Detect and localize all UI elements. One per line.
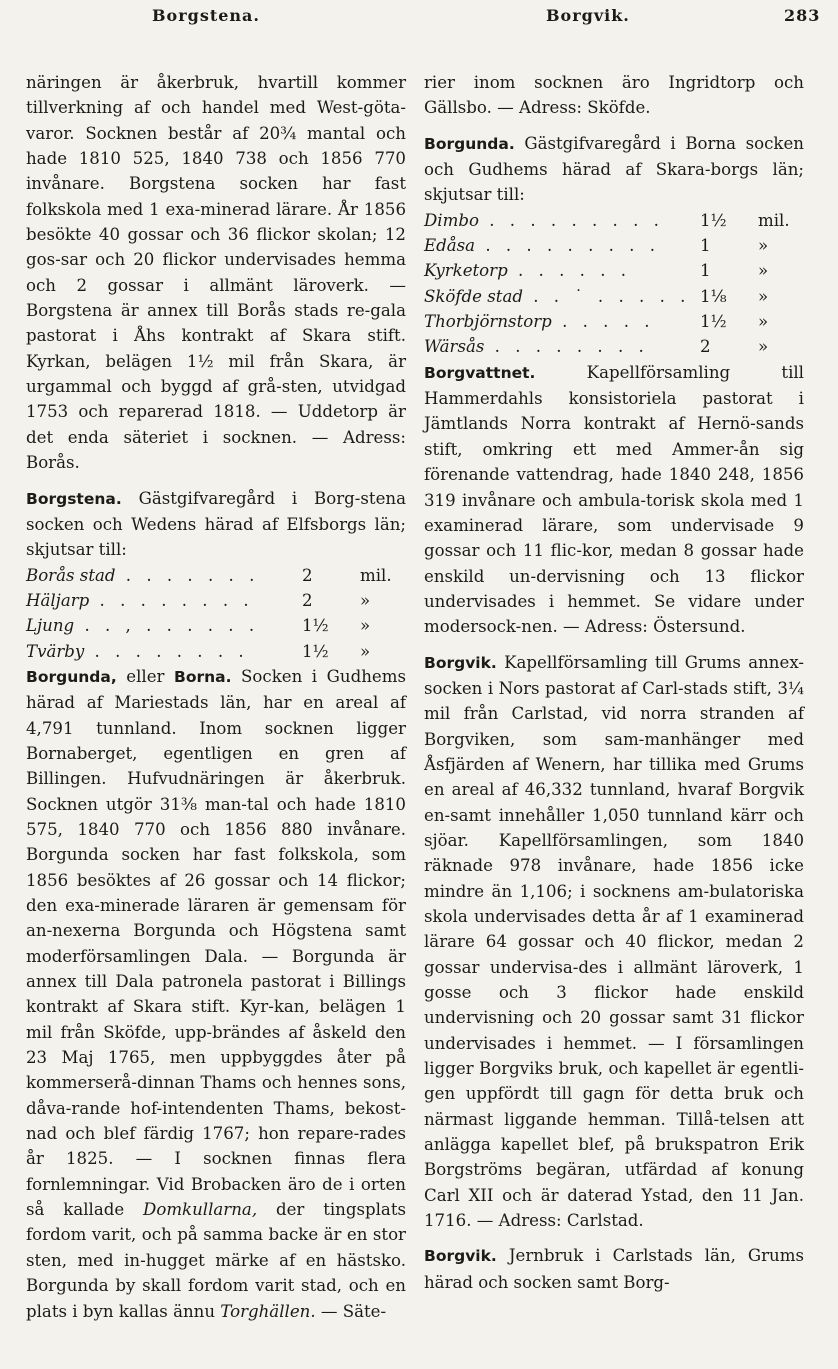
distance-unit: mil.	[758, 210, 790, 230]
distance-unit: »	[360, 641, 371, 661]
distance-unit: mil.	[360, 565, 392, 585]
destination-cell	[26, 588, 302, 613]
entry-headword: Borgunda.	[424, 134, 515, 153]
destination-cell	[424, 309, 700, 334]
distance-row	[424, 309, 804, 334]
destination-cell	[424, 208, 700, 233]
entry-text: Kapellförsamling till Hammerdahls konsistoriela pastorat i Jämtlands Norra kontrakt af Hernö-sands stift, omkring ett med Ammer-ån sig förenande vattendrag, hade 1840 248, 1856 319 invånare och ambula-torisk skola med 1 examinerad lärare, som undervisade 9 gossar och 11 flic-kor, medan 8 gossar hade enskild un-dervisning och 13 flickor undervisades i hemmet. Se vidare under modersock-nen. — Adress: Östersund.	[424, 362, 804, 637]
distance-unit: »	[758, 337, 769, 357]
leader-dots: . . . . . . .	[115, 565, 260, 585]
entry-text: Gästgifvaregård i Borg-stena socken och Wedens härad af Elfsborgs län; skjutsar till:	[26, 488, 406, 560]
distance-unit: »	[758, 236, 769, 256]
entry-paragraph	[424, 131, 804, 208]
leader-dots: . . . . . . . . .	[475, 236, 660, 256]
distance-value: 1½	[700, 210, 727, 230]
entry-paragraph	[26, 70, 406, 476]
italic-term: Domkullarna,	[143, 1200, 258, 1220]
destination-name: Kyrketorp	[424, 261, 508, 281]
entry-headword: Borgvik.	[424, 1247, 497, 1266]
destination-name: Wärsås	[424, 337, 485, 357]
distance-unit: »	[758, 286, 769, 306]
distance-value: 2	[302, 565, 313, 585]
distance-value: 1½	[302, 616, 329, 636]
distance-value: 1	[700, 236, 711, 256]
destination-cell	[424, 233, 700, 258]
page-number: 283	[784, 6, 821, 25]
distance-table	[424, 208, 804, 360]
leader-dots: . . ˙ . . . . .	[522, 286, 691, 306]
distance-row	[26, 588, 406, 613]
entry-text: Jernbruk i Carlstads län, Grums härad och socken samt Borg-	[424, 1246, 804, 1292]
leader-dots: . . . . . .	[507, 261, 632, 281]
distance-value: 1	[700, 261, 711, 281]
leader-dots: . . . . . . . .	[484, 337, 649, 357]
distance-row	[424, 208, 804, 233]
entry-headword: Borgvik.	[424, 653, 497, 672]
entry-text: Socken i Gudhems härad af Mariestads län, har en areal af 4,791 tunnland. Inom socknen ligger Bornaberget, egentligen en gren af Billingen. Hufvudnäringen är åkerbruk. Socknen utgör 31⅜ man-tal och hade 1810 575, 1840 770 och 1856 880 invånare. Borgunda socken har fast folkskola, som 1856 besöktes af 26 gossar och 14 flickor; den exa-minerade läraren är gemensam för an-nexerna Borgunda och Högstena samt moderförsamlingen Dala. — Borgunda är annex till Dala patronela pastorat i Billings kontrakt af Skara stift. Kyr-kan, belägen 1 mil från Sköfde, upp-brändes af åskeld den 23 Maj 1765, men uppbyggdes åter på kommerserå-dinnan Thams och hennes sons, dåva-rande hof-intendenten Thams, bekost-nad och blef färdig 1767; hon repare-rades år 1825. — I socknen finnas flera fornlemningar. Vid Brobacken äro de i orten så kallade	[26, 666, 406, 1220]
distance-table	[26, 563, 406, 664]
page-header	[0, 0, 838, 62]
right-column	[424, 70, 804, 1295]
distance-unit: »	[360, 590, 371, 610]
entry-headword: Borgunda,	[26, 667, 117, 686]
distance-row	[424, 284, 804, 309]
distance-row	[26, 613, 406, 638]
entry-paragraph	[424, 360, 804, 640]
distance-value: 1⅛	[700, 286, 727, 306]
entry-text: Kapellförsamling till Grums annex-socken i Nors pastorat af Carl-stads stift, 3¼ mil från Carlstad, vid norra stranden af Borgviken, som sam-manhänger med Åsfjärden af Wenern, har tillika med Grums en areal af 46,332 tunnland, hvaraf Borgvik en-samt innehåller 1,050 tunnland kärr och sjöar. Kapellförsamlingen, som 1840 räknade 978 invånare, hade 1856 icke mindre än 1,106; i socknens am-bulatoriska skola undervisades detta år af 1 examinerad lärare 64 gossar och 40 flickor, medan 2 gossar undervisa-des i allmänt läroverk, 1 gosse och 3 flickor hade enskild undervisning och 20 gossar samt 31 flickor undervisades i hemmet. — I församlingen ligger Borgviks bruk, och kapellet är egentli-gen uppfördt till gagn för detta bruk och närmast liggande hemman. Tillå-telsen att anlägga kapellet blef, på brukspatron Erik Borgströms begäran, utfärdad af konung Carl XII och är daterad Ystad, den 11 Jan. 1716. — Adress: Carlstad.	[424, 652, 804, 1231]
destination-cell	[26, 639, 302, 664]
destination-name: Borås stad	[26, 565, 116, 585]
entry-paragraph	[424, 1243, 804, 1295]
destination-name: Sköfde stad	[424, 286, 523, 306]
entry-paragraph	[26, 664, 406, 1324]
leader-dots: . . , . . . . . .	[74, 616, 260, 636]
running-head-right: Borgvik.	[546, 6, 630, 25]
entry-text: der tingsplats fordom varit, och på samma backe är en stor sten, med in-hugget märke af en hästsko. Borgunda by skall fordom varit stad, och en plats i byn kallas ännu	[26, 1200, 407, 1321]
destination-cell	[26, 563, 302, 588]
entry-headword: Borna.	[174, 667, 232, 686]
entry-text: Gästgifvaregård i Borna socken och Gudhems härad af Skara-borgs län; skjutsar till:	[424, 133, 804, 205]
entry-text: näringen är åkerbruk, hvartill kommer tillverkning af och handel med West-göta-varor. Socknen består af 20¾ mantal och hade 1810 525, 1840 738 och 1856 770 invånare. Borgstena socken har fast folkskola med 1 exa-minerad lärare. År 1856 besökte 40 gossar och 36 flickor skolan; 12 gos-sar och 20 flickor undervisades hemma och 2 gossar i allmänt läroverk. — Borgstena är annex till Borås stads re-gala pastorat i Åhs kontrakt af Skara stift. Kyrkan, belägen 1½ mil från Skara, är urgammal och byggd af grå-sten, utvidgad 1753 och reparerad 1818. — Uddetorp är det enda säteriet i socknen. — Adress: Borås.	[26, 73, 406, 473]
distance-row	[26, 563, 406, 588]
destination-name: Tvärby	[26, 641, 85, 661]
distance-unit: »	[758, 261, 769, 281]
entry-paragraph	[424, 70, 804, 121]
destination-cell	[424, 334, 700, 359]
entry-headword: Borgvattnet.	[424, 363, 536, 382]
leader-dots: . . . . . . . .	[89, 590, 254, 610]
distance-row	[26, 639, 406, 664]
entry-text: rier inom socknen äro Ingridtorp och Gällsbo. — Adress: Sköfde.	[424, 73, 804, 118]
destination-name: Dimbo	[424, 210, 479, 230]
distance-value: 1½	[700, 312, 727, 332]
distance-row	[424, 233, 804, 258]
destination-cell	[424, 284, 700, 309]
distance-row	[424, 258, 804, 283]
distance-unit: »	[360, 616, 371, 636]
leader-dots: . . . . . . . . .	[478, 210, 664, 230]
leader-dots: . . . . .	[551, 312, 655, 332]
distance-row	[424, 334, 804, 359]
running-head-left: Borgstena.	[152, 6, 260, 25]
entry-paragraph	[26, 486, 406, 563]
destination-name: Thorbjörnstorp	[424, 312, 552, 332]
destination-cell	[26, 613, 302, 638]
italic-term: Torghällen.	[220, 1301, 316, 1321]
distance-value: 2	[302, 590, 313, 610]
leader-dots: . . . . . . . .	[84, 641, 249, 661]
distance-value: 1½	[302, 641, 329, 661]
destination-name: Edåsa	[424, 236, 476, 256]
destination-cell	[424, 258, 700, 283]
destination-name: Häljarp	[26, 590, 90, 610]
entry-headword: Borgstena.	[26, 489, 122, 508]
distance-unit: »	[758, 312, 769, 332]
destination-name: Ljung	[26, 616, 75, 636]
left-column	[26, 70, 406, 1324]
distance-value: 2	[700, 337, 711, 357]
entry-paragraph	[424, 650, 804, 1234]
entry-text: eller	[116, 666, 174, 686]
entry-text: — Säte-	[315, 1301, 387, 1321]
